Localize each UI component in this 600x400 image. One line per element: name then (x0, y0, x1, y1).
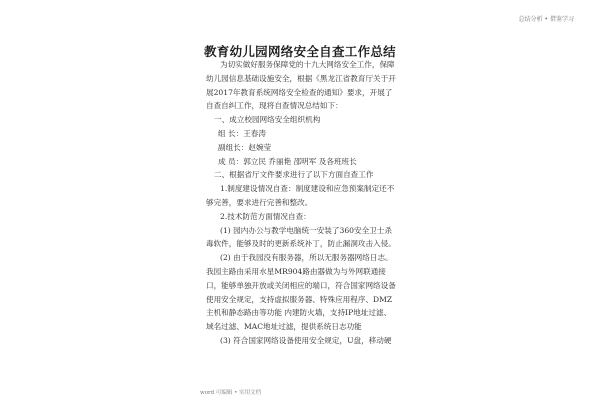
document-body (206, 58, 396, 348)
paragraph-item-2: 2.技术防范方面情况自查： (220, 211, 311, 221)
member-list: 成 员：郭立民 乔丽艳 邵明军 及各班班长 (218, 156, 357, 166)
section-heading-2: 二、根据省厅文件要求进行了以下方面自查工作 (214, 170, 374, 180)
paragraph-subitem-1: (1) 园内办公与教学电脑统一安装了360安全卫士杀毒软件，能够及时的更新系统补丁，防止漏洞攻击入侵。 (206, 225, 396, 249)
document-title: 教育幼儿园网络安全自查工作总结 (203, 44, 396, 59)
paragraph-subitem-3: (3) 符合国家网络设备使用安全规定，U盘，移动硬 (220, 335, 392, 345)
member-deputy: 副组长：赵婉莹 (218, 142, 272, 152)
header-note: 总结分析 • 借鉴学习 (518, 16, 574, 23)
section-heading-1: 一、成立校园网络安全组织机构 (214, 115, 321, 125)
paragraph-subitem-2: (2) 由于我园没有服务器，所以无服务器网络日志。我园主路由采用水星MR904路由器做为与外网联通接口，能够单独开放或关闭相应的端口，符合国家网络设备使用安全规定，支持虚拟服务器、特殊应用程序、DMZ主机和静态路由等功能 内建防火墙，支持IP地址过滤、域名过滤、MAC地址过滤，提供系统日志功能 (206, 253, 396, 332)
member-leader: 组 长：王春涛 (218, 128, 266, 138)
paragraph-intro: 为切实做好服务保障党的十九大网络安全工作，保障幼儿园信息基础设施安全，根据《黑龙江省教育厅关于开展2017年教育系统网络安全检查的通知》要求，开展了自查自纠工作，现将自查情况总结如下： (206, 60, 396, 111)
footer-note: word 可编辑 • 实用文档 (200, 390, 262, 396)
paragraph-item-1: 1.制度建设情况自查：制度建设和应急预案制定还不够完善，要求进行完善和整改。 (206, 184, 395, 207)
